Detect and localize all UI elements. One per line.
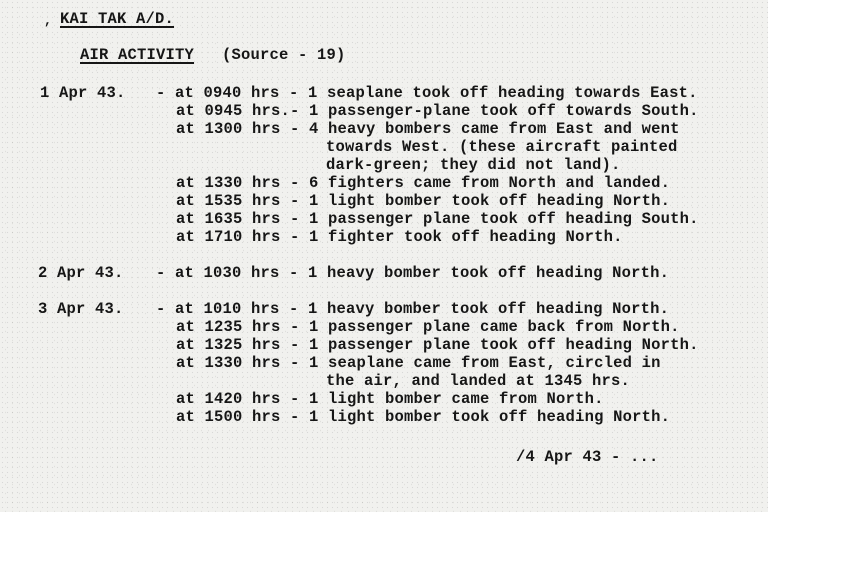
title-mark: , <box>44 13 53 28</box>
entry-line: at 1325 hrs - 1 passenger plane took off heading North. <box>176 336 699 354</box>
entry-line: - at 0940 hrs - 1 seaplane took off heading towards East. <box>156 84 698 102</box>
document-title: KAI TAK A/D. <box>60 10 175 28</box>
entry-line: dark-green; they did not land). <box>326 156 621 174</box>
entry-date: 2 Apr 43. <box>38 264 124 282</box>
section-source: (Source - 19) <box>222 46 346 64</box>
entry-line: at 0945 hrs.- 1 passenger-plane took off towards South. <box>176 102 699 120</box>
entry-line: - at 1010 hrs - 1 heavy bomber took off heading North. <box>156 300 670 318</box>
section-heading: AIR ACTIVITY <box>80 46 195 64</box>
entry-line: at 1500 hrs - 1 light bomber took off heading North. <box>176 408 671 426</box>
entry-line: at 1710 hrs - 1 fighter took off heading North. <box>176 228 623 246</box>
entry-line: the air, and landed at 1345 hrs. <box>326 372 631 390</box>
entry-date: 1 Apr 43. <box>40 84 126 102</box>
entry-line: at 1330 hrs - 1 seaplane came from East, circled in <box>176 354 661 372</box>
entry-line: at 1420 hrs - 1 light bomber came from North. <box>176 390 604 408</box>
entry-line: at 1330 hrs - 6 fighters came from North and landed. <box>176 174 671 192</box>
entry-line: at 1235 hrs - 1 passenger plane came back from North. <box>176 318 680 336</box>
entry-line: at 1300 hrs - 4 heavy bombers came from East and went <box>176 120 680 138</box>
entry-line: at 1535 hrs - 1 light bomber took off heading North. <box>176 192 671 210</box>
entry-date: 3 Apr 43. <box>38 300 124 318</box>
entry-line: - at 1030 hrs - 1 heavy bomber took off heading North. <box>156 264 670 282</box>
continuation-note: /4 Apr 43 - ... <box>516 448 659 466</box>
entry-line: at 1635 hrs - 1 passenger plane took off heading South. <box>176 210 699 228</box>
entry-line: towards West. (these aircraft painted <box>326 138 678 156</box>
